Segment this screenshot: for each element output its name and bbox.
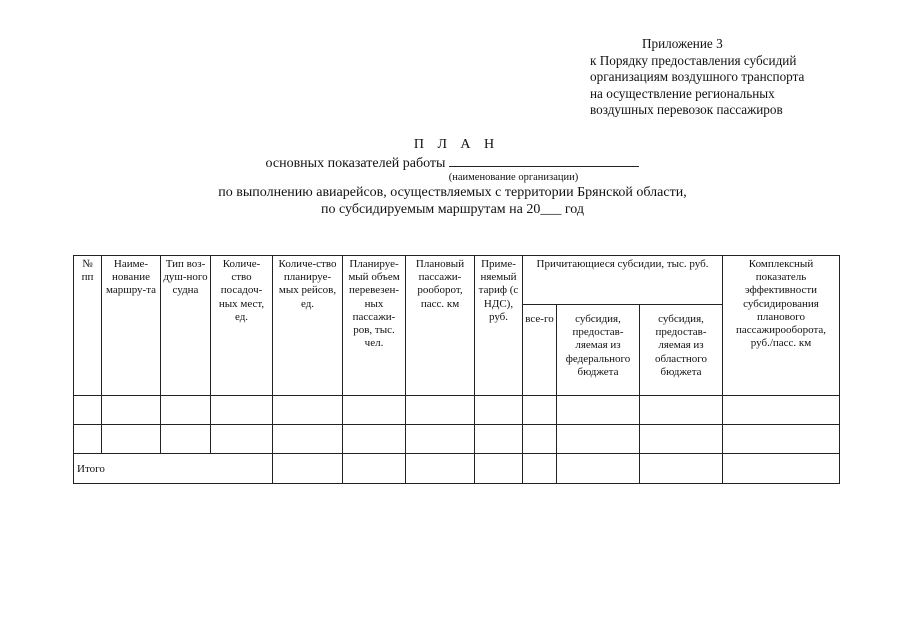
page-title: П Л А Н (413, 137, 500, 152)
table-cell (273, 396, 343, 425)
table-cell (475, 425, 523, 454)
appendix-line: воздушных перевозок пассажиров (590, 102, 783, 118)
col-header-subsidies: Причитающиеся субсидии, тыс. руб. (523, 256, 723, 305)
table-cell (523, 425, 557, 454)
appendix-line: организациям воздушного транспорта (590, 69, 805, 85)
table-row (74, 425, 840, 454)
table-cell (475, 396, 523, 425)
header-line-organization (0, 154, 905, 172)
table-cell (557, 396, 640, 425)
table-cell (273, 425, 343, 454)
table-cell (406, 425, 475, 454)
col-header-passenger-turnover: Плановый пассажи-рооборот, пасс. км (406, 256, 475, 396)
table-cell (640, 425, 723, 454)
plan-table (73, 255, 840, 484)
table-cell (523, 396, 557, 425)
col-header-aircraft-type: Тип воз-душ-ного судна (161, 256, 211, 396)
col-header-subsidy-regional: субсидия, предостав-ляемая из областного бюджета (640, 305, 723, 396)
table-cell (343, 454, 406, 484)
organization-name-blank (449, 154, 639, 167)
table-cell (343, 425, 406, 454)
organization-caption: (наименование организации) (448, 172, 579, 183)
total-label: Итого (74, 454, 273, 484)
col-header-number: № пп (74, 256, 102, 396)
col-header-subsidy-federal: субсидия, предостав-ляемая из федерального бюджета (557, 305, 640, 396)
table-cell (406, 454, 475, 484)
col-header-route-name: Наиме-нование маршру-та (102, 256, 161, 396)
table-cell (211, 425, 273, 454)
table-cell (557, 454, 640, 484)
table-cell (557, 425, 640, 454)
table-cell (406, 396, 475, 425)
col-header-subsidy-total: все-го (523, 305, 557, 396)
header-line-prefix: основных показателей работы (265, 156, 446, 171)
table-cell (211, 396, 273, 425)
table-cell (273, 454, 343, 484)
col-header-efficiency: Комплексный показатель эффективности субсидирования планового пассажирооборота, руб./пасс. км (723, 256, 840, 396)
table-cell (161, 396, 211, 425)
col-header-tariff: Приме-няемый тариф (с НДС), руб. (475, 256, 523, 396)
appendix-line: на осуществление региональных (590, 85, 775, 101)
table-cell (723, 454, 840, 484)
table-cell (475, 454, 523, 484)
total-row (74, 454, 840, 484)
table-cell (640, 454, 723, 484)
table-cell (723, 396, 840, 425)
table-row (74, 396, 840, 425)
table-cell (523, 454, 557, 484)
document-header (0, 136, 905, 218)
col-header-seats: Количе-ство посадоч-ных мест, ед. (211, 256, 273, 396)
table-cell (102, 396, 161, 425)
col-header-passengers: Планируе-мый объем перевезен-ных пассажи-ров, тыс. чел. (343, 256, 406, 396)
table-cell (161, 425, 211, 454)
table-cell (102, 425, 161, 454)
table-cell (640, 396, 723, 425)
appendix-number: Приложение 3 (642, 36, 723, 51)
table-cell (723, 425, 840, 454)
appendix-line: к Порядку предоставления субсидий (590, 52, 797, 68)
col-header-flights: Количе-ство планируе-мых рейсов, ед. (273, 256, 343, 396)
table-cell (74, 396, 102, 425)
table-cell (74, 425, 102, 454)
table-cell (343, 396, 406, 425)
header-line-year: по субсидируемым маршрутам на 20___ год (320, 202, 584, 217)
appendix-block (590, 36, 890, 119)
header-line-flights: по выполнению авиарейсов, осуществляемых с территории Брянской области, (218, 185, 687, 200)
